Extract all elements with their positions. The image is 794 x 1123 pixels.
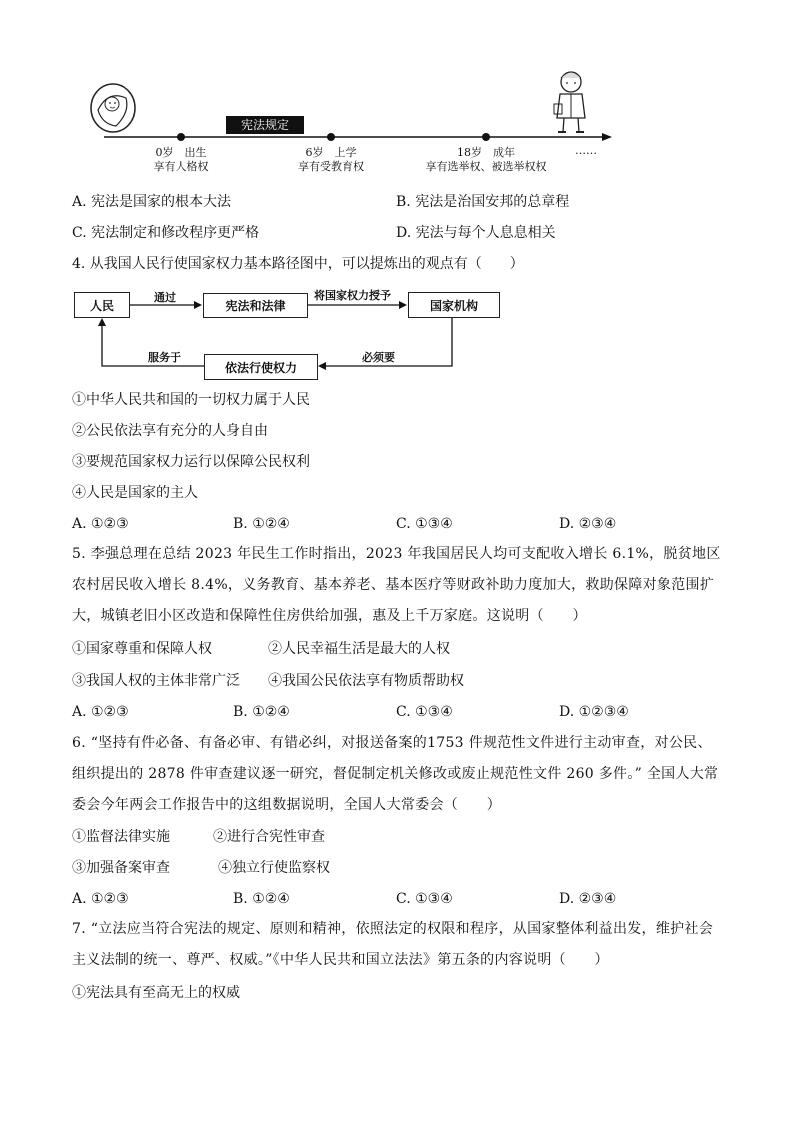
q5-option-d: D. ①②③④ (559, 704, 629, 720)
q6-option-b: B. ①②④ (233, 891, 290, 907)
q6-stem: 6. “坚持有件必备、有备必审、有错必纠，对报送备案的1753 件规范性文件进行主动审查，对公民、组织提出的 2878 件审查建议逐一研究，督促制定机关修改或废止规范性文件 260 多件。” 全国人大常委会今年两会工作报告中的这组数据说明，全国人大常委会（ ） (72, 735, 719, 813)
timeline-dot-18 (482, 133, 490, 141)
q6-option-a: A. ①②③ (72, 891, 129, 907)
q4-option-b: B. ①②④ (233, 516, 290, 532)
baby-icon (91, 84, 135, 132)
q4-item-4: ④人民是国家的主人 (72, 485, 198, 501)
timeline-label-age-0: 0岁 出生 (155, 146, 207, 159)
q3-option-b: B. 宪法是治国安邦的总章程 (396, 194, 570, 210)
q5-item-1: ①国家尊重和保障人权 (72, 641, 212, 657)
timeline-figure (90, 60, 630, 180)
q4-item-2: ②公民依法享有充分的人身自由 (72, 423, 268, 439)
q6-item-3: ③加强备案审查 (72, 860, 170, 876)
flow-label-serve: 服务于 (148, 351, 181, 364)
timeline-label-age-6: 6岁 上学 (305, 146, 357, 159)
q5-item-3: ③我国人权的主体非常广泛 (72, 673, 240, 689)
flow-box-exercise-power: 依法行使权力 (204, 354, 318, 380)
q6-option-d: D. ②③④ (559, 891, 617, 907)
timeline-label-right-18: 享有选举权、被选举权权 (425, 160, 547, 173)
q4-option-a: A. ①②③ (72, 516, 129, 532)
q4-item-3: ③要规范国家权力运行以保障公民权利 (72, 454, 310, 470)
flow-box-people: 人民 (74, 292, 130, 318)
q7-item-1: ①宪法具有至高无上的权威 (72, 985, 240, 1001)
q6-item-1: ①监督法律实施 (72, 829, 170, 845)
q6-item-4: ④独立行使监察权 (218, 860, 330, 876)
q4-option-d: D. ②③④ (559, 516, 617, 532)
q3-option-c: C. 宪法制定和修改程序更严格 (72, 225, 260, 241)
timeline-label-right-0: 享有人格权 (153, 160, 209, 173)
q4-item-1: ①中华人民共和国的一切权力属于人民 (72, 392, 310, 408)
timeline-dot-6 (327, 133, 335, 141)
q5-stem: 5. 李强总理在总结 2023 年民生工作时指出，2023 年我国居民人均可支配收入增长 6.1%，脱贫地区农村居民收入增长 8.4%，义务教育、基本养老、基本医疗等财政补助力度加大，救助保障对象范围扩大，城镇老旧小区改造和保障性住房供给加强，惠及上千万家庭。这说明（ ） (72, 546, 721, 624)
q6-item-2: ②进行合宪性审查 (213, 829, 325, 845)
timeline-arrowhead (602, 133, 612, 141)
flow-box-state-organs: 国家机构 (408, 292, 500, 318)
q5-item-2: ②人民幸福生活是最大的人权 (268, 641, 450, 657)
q7-stem: 7. “立法应当符合宪法的规定、原则和精神，依照法定的权限和程序，从国家整体利益出发，维护社会主义法制的统一、尊严、权威。”《中华人民共和国立法法》第五条的内容说明（ ） (72, 921, 714, 968)
q6-option-c: C. ①③④ (396, 891, 453, 907)
flow-box-constitution-law: 宪法和法律 (203, 293, 308, 318)
q5-option-a: A. ①②③ (72, 704, 129, 720)
q5-item-4: ④我国公民依法享有物质帮助权 (268, 673, 464, 689)
constitution-banner: 宪法规定 (226, 116, 304, 134)
adult-icon (554, 72, 585, 132)
power-flow-diagram (72, 284, 504, 382)
flow-label-through: 通过 (154, 291, 176, 304)
q4-stem: 4. 从我国人民行使国家权力基本路径图中，可以提炼出的观点有（ ） (72, 256, 524, 272)
q5-option-b: B. ①②④ (233, 704, 290, 720)
q3-option-d: D. 宪法与每个人息息相关 (396, 225, 556, 241)
timeline-dot-0 (177, 133, 185, 141)
timeline-label-age-18: 18岁 成年 (457, 146, 515, 159)
q5-option-c: C. ①③④ (396, 704, 453, 720)
q4-option-c: C. ①③④ (396, 516, 453, 532)
flow-label-grant: 将国家权力授予 (314, 289, 391, 302)
q3-option-a: A. 宪法是国家的根本大法 (72, 194, 232, 210)
timeline-label-right-6: 享有受教育权 (298, 160, 364, 173)
timeline-ellipsis: …… (575, 144, 597, 157)
flow-label-must: 必须要 (362, 351, 395, 364)
